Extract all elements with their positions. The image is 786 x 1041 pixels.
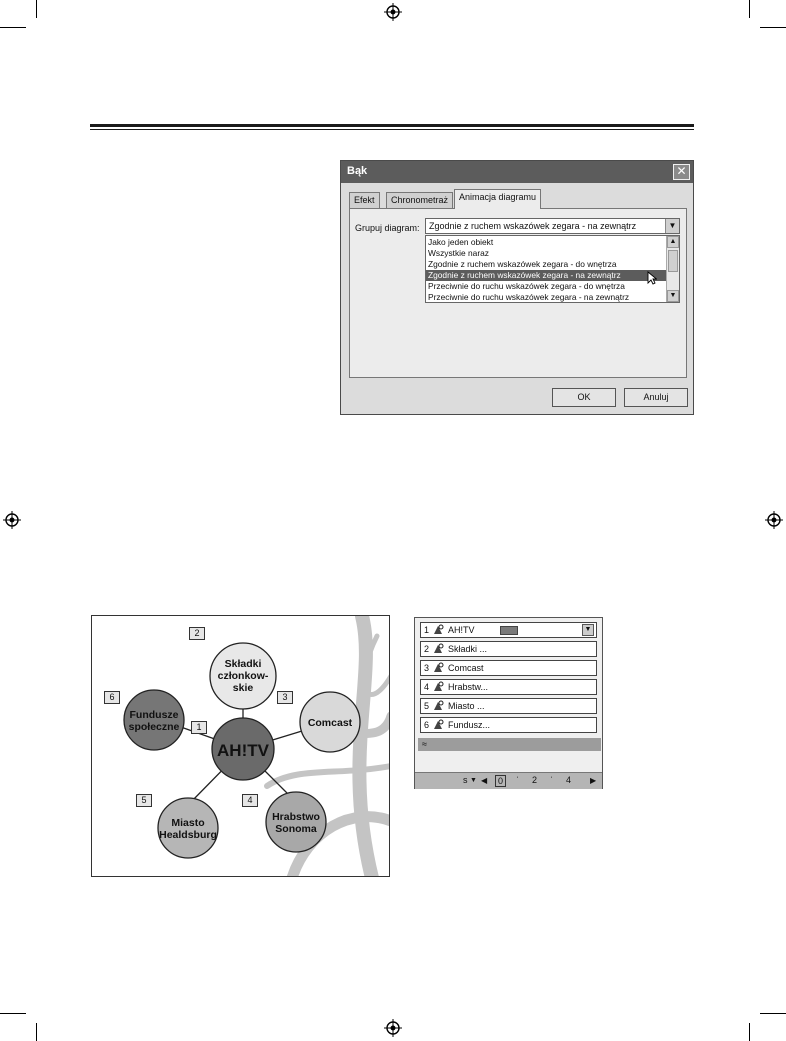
- list-option[interactable]: Przeciwnie do ruchu wskazówek zegara - do wnętrza: [428, 281, 625, 291]
- scroll-thumb[interactable]: [668, 250, 678, 272]
- spin-effect-icon: [432, 719, 444, 731]
- animation-item[interactable]: [420, 622, 597, 638]
- animation-label: Fundusz...: [448, 720, 491, 730]
- node-label: członkow-: [217, 670, 269, 682]
- timeline-tick: 4: [566, 775, 572, 785]
- registration-mark-icon: [3, 511, 21, 529]
- animation-label: Comcast: [448, 663, 484, 673]
- registration-mark-icon: [384, 1019, 402, 1037]
- order-badge: 2: [189, 627, 205, 640]
- animation-order: 1: [424, 625, 430, 635]
- list-option[interactable]: Przeciwnie do ruchu wskazówek zegara - na zewnątrz: [428, 292, 630, 302]
- effect-options-dialog: [340, 160, 694, 415]
- timeline-tick: 0: [495, 775, 506, 787]
- timeline-tick-minor: ˈ: [516, 775, 519, 785]
- order-badge: 5: [136, 794, 152, 807]
- timeline-tick-minor: ˈ: [550, 775, 553, 785]
- diagram-canvas: [92, 616, 390, 877]
- dialog-title: Bąk: [347, 165, 368, 177]
- group-options-list[interactable]: [425, 235, 680, 303]
- order-badge: 6: [104, 691, 120, 704]
- animation-label: AH!TV: [448, 625, 475, 635]
- node-label: Fundusze: [129, 709, 179, 721]
- timeline-tick: 2: [532, 775, 538, 785]
- node-label: Hrabstwo: [272, 811, 320, 823]
- spin-effect-icon: [432, 662, 444, 674]
- spin-effect-icon: [432, 643, 444, 655]
- order-badge: 1: [191, 721, 207, 734]
- order-badge: 3: [277, 691, 293, 704]
- chevron-down-icon[interactable]: ▼: [582, 624, 594, 636]
- spin-effect-icon: [432, 681, 444, 693]
- list-scrollbar[interactable]: [666, 236, 679, 302]
- advanced-timeline[interactable]: [415, 772, 602, 789]
- center-node-label: AH!TV: [217, 741, 269, 760]
- crop-mark: [0, 1013, 26, 1014]
- crop-mark: [749, 1023, 750, 1041]
- ok-button[interactable]: OK: [552, 388, 616, 407]
- tab-diagram-animation[interactable]: Animacja diagramu: [454, 189, 541, 209]
- crop-mark: [0, 27, 26, 28]
- tab-effect[interactable]: Efekt: [349, 192, 380, 208]
- registration-mark-icon: [384, 3, 402, 21]
- group-diagram-label: Grupuj diagram:: [355, 223, 420, 233]
- custom-animation-panel: [414, 617, 603, 789]
- animation-item[interactable]: [420, 698, 597, 714]
- header-rule: [90, 124, 694, 127]
- header-rule-thin: [90, 129, 694, 130]
- crop-mark: [36, 0, 37, 18]
- cancel-button[interactable]: Anuluj: [624, 388, 688, 407]
- crop-mark: [760, 1013, 786, 1014]
- chevron-down-icon[interactable]: ▼: [667, 290, 679, 302]
- list-option[interactable]: Wszystkie naraz: [428, 248, 489, 258]
- node-label: Sonoma: [275, 823, 317, 835]
- chevron-down-icon[interactable]: ▼: [665, 219, 679, 233]
- node-label: Miasto: [171, 817, 205, 829]
- group-diagram-value: Zgodnie z ruchem wskazówek zegara - na zewnątrz: [429, 221, 637, 231]
- animation-item[interactable]: [420, 660, 597, 676]
- node-label: skie: [232, 682, 254, 694]
- spin-effect-icon: [432, 700, 444, 712]
- animation-order: 2: [424, 644, 430, 654]
- node-label: Składki: [224, 658, 262, 670]
- radial-diagram: [91, 615, 390, 877]
- node-label: społeczne: [128, 721, 180, 733]
- timeline-unit[interactable]: s: [463, 775, 468, 785]
- animation-label: Składki ...: [448, 644, 488, 654]
- crop-mark: [760, 27, 786, 28]
- list-option[interactable]: Jako jeden obiekt: [428, 237, 494, 247]
- list-option[interactable]: Zgodnie z ruchem wskazówek zegara - do wnętrza: [428, 259, 617, 269]
- dialog-titlebar[interactable]: [341, 161, 693, 183]
- close-icon[interactable]: ✕: [673, 164, 690, 180]
- spin-effect-icon: [432, 624, 444, 636]
- crop-mark: [749, 0, 750, 18]
- animation-label: Hrabstw...: [448, 682, 489, 692]
- group-diagram-select[interactable]: [425, 218, 680, 234]
- list-option-selected[interactable]: Zgodnie z ruchem wskazówek zegara - na zewnątrz: [426, 270, 666, 281]
- animation-label: Miasto ...: [448, 701, 485, 711]
- animation-item[interactable]: [420, 717, 597, 733]
- chevron-down-icon[interactable]: ▼: [470, 777, 477, 784]
- expand-contents-button[interactable]: ≈: [418, 738, 601, 751]
- crop-mark: [36, 1023, 37, 1041]
- animation-order: 6: [424, 720, 430, 730]
- tab-timing[interactable]: Chronometraż: [386, 192, 453, 208]
- animation-order: 4: [424, 682, 430, 692]
- timing-bar: [500, 626, 518, 635]
- animation-order: 3: [424, 663, 430, 673]
- node-label: Healdsburg: [159, 829, 217, 841]
- chevron-left-icon[interactable]: ◀: [481, 776, 488, 785]
- chevron-up-icon[interactable]: ▲: [667, 236, 679, 248]
- animation-item[interactable]: [420, 679, 597, 695]
- node-label: Comcast: [307, 717, 353, 729]
- mouse-cursor-icon: [647, 271, 657, 285]
- animation-item[interactable]: [420, 641, 597, 657]
- registration-mark-icon: [765, 511, 783, 529]
- chevron-right-icon[interactable]: ▶: [590, 776, 597, 785]
- animation-order: 5: [424, 701, 430, 711]
- order-badge: 4: [242, 794, 258, 807]
